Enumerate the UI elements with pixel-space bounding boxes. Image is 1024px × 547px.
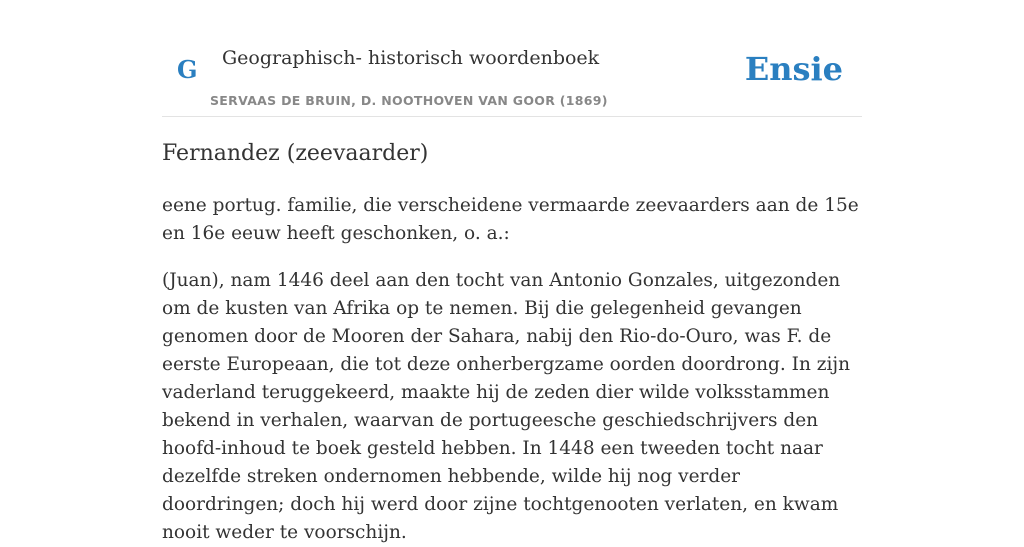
book-title-link[interactable]: Geographisch- historisch woordenboek — [222, 47, 600, 69]
entry-title: Fernandez (zeevaarder) — [162, 141, 429, 166]
entry-paragraph: eene portug. familie, die verscheidene vermaarde zeevaarders aan de 15e en 16e eeuw heeft geschonken, o. a.: — [162, 195, 859, 244]
entry-paragraph: (Juan), nam 1446 deel aan den tocht van Antonio Gonzales, uitgezonden om de kusten van Afrika op te nemen. Bij die gelegenheid gevangen genomen door de Mooren der Sahara, nabij den Rio-do-Ouro, was F. de eerste Europeaan, die tot deze onherbergzame oorden doordrong. In zijn vaderland teruggekeerd, maakte hij de zeden dier wilde volksstammen bekend in verhalen, waarvan de portugeesche geschiedschrijvers den hoofd-inhoud te boek gesteld hebben. In 1448 een tweeden tocht naar dezelfde streken ondernomen hebbende, wilde hij nog verder doordringen; doch hij werd door zijne tochtgenooten verlaten, en kwam nooit weder te voorschijn. — [162, 270, 851, 543]
book-letter-icon[interactable]: G — [177, 55, 198, 84]
book-header — [162, 0, 862, 117]
book-author-meta: SERVAAS DE BRUIN, D. NOOTHOVEN VAN GOOR (1869) — [210, 93, 608, 108]
ensie-logo-link[interactable]: Ensie — [744, 50, 843, 88]
